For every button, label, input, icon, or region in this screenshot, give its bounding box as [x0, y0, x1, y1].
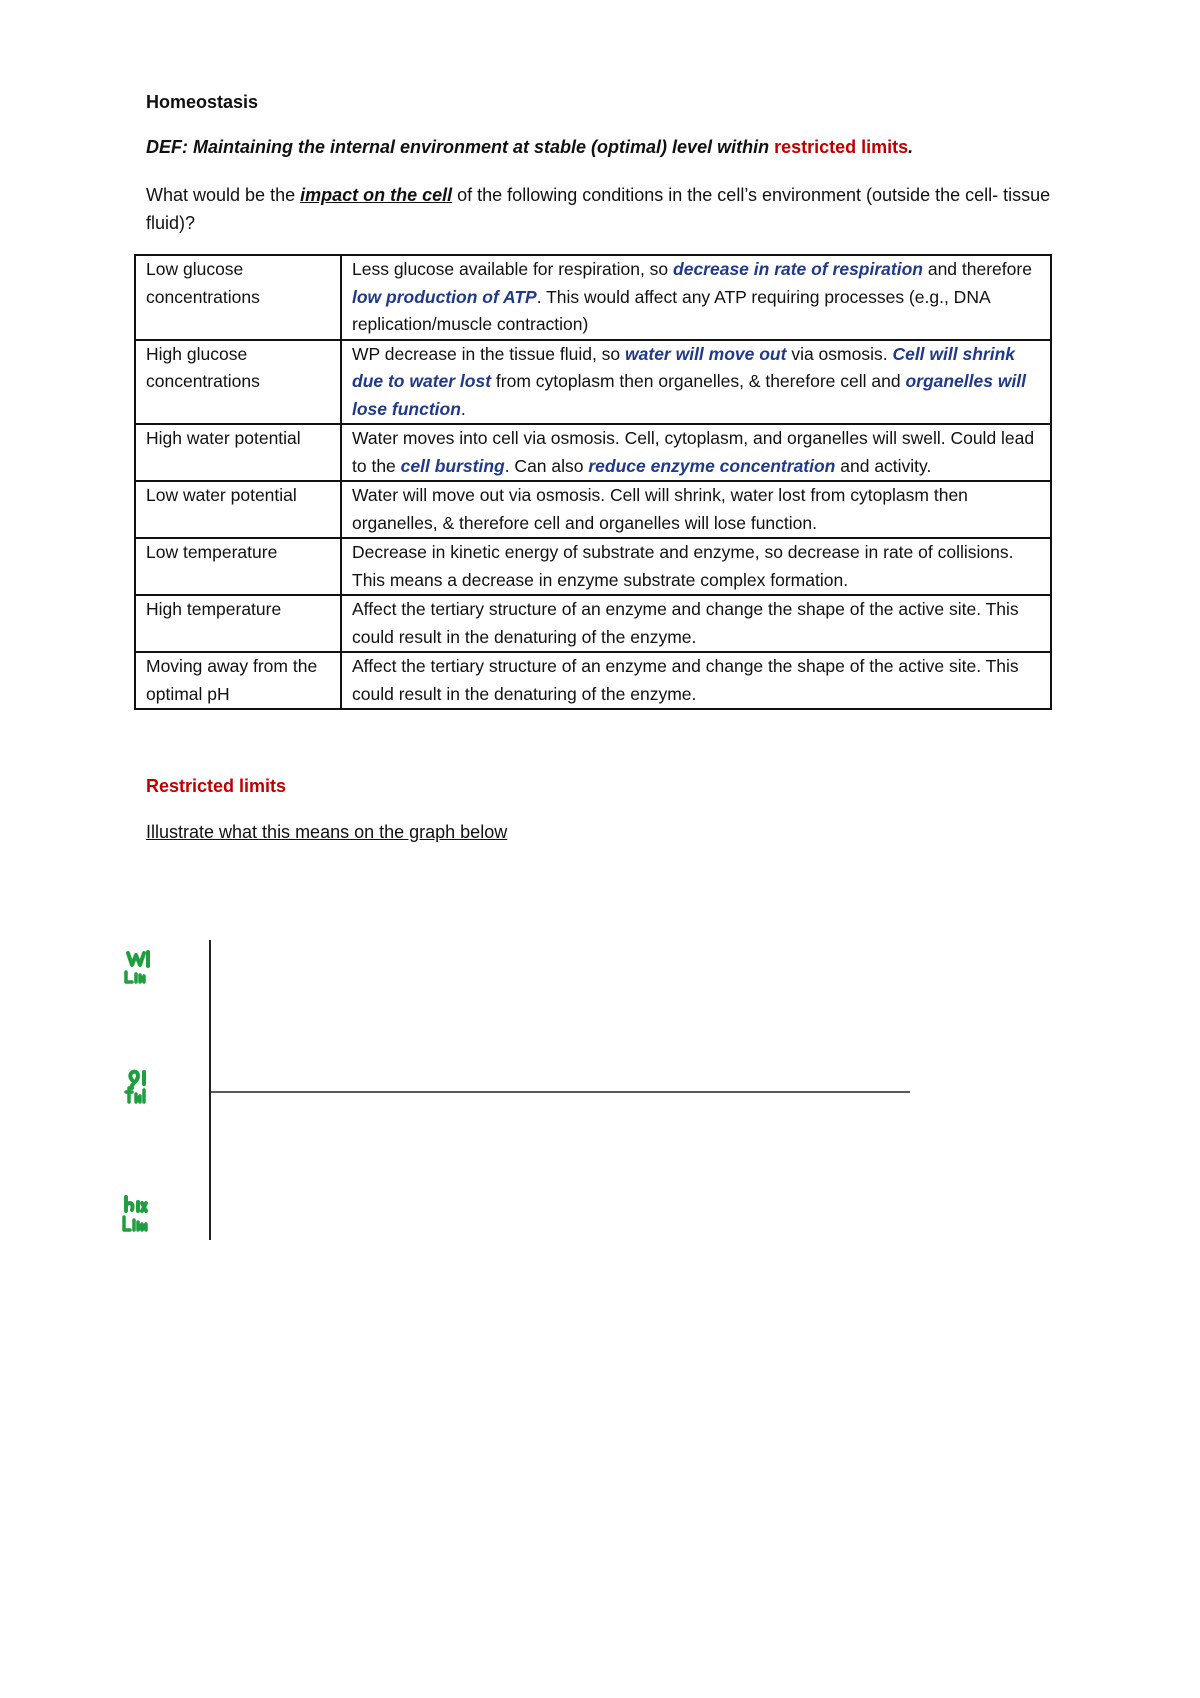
effect-cell — [341, 538, 1051, 595]
definition-line — [146, 137, 913, 158]
scribble-set-point-word1 — [130, 1072, 144, 1088]
conditions-table-body — [135, 255, 1051, 709]
effect-text: from cytoplasm then organelles, & therefore cell and — [491, 371, 906, 391]
effect-text: . This would affect any ATP requiring processes (e.g., DNA replication/muscle contraction) — [352, 286, 990, 334]
scribble-lower-limit-word1 — [126, 1197, 146, 1211]
table-row — [135, 652, 1051, 709]
effect-cell — [341, 255, 1051, 340]
scribble-upper-limit-word2 — [126, 972, 144, 982]
effect-text: Affect the tertiary structure of an enzyme and change the shape of the active site. This could result in the denaturing of the enzyme. — [352, 599, 1019, 647]
effect-cell — [341, 481, 1051, 538]
scribble-upper-limit-word1 — [128, 952, 148, 966]
table-row — [135, 538, 1051, 595]
highlighted-phrase: decrease in rate of respiration — [673, 259, 923, 279]
effect-text: WP decrease in the tissue fluid, so — [352, 343, 626, 364]
handwritten-green-scribbles — [124, 952, 148, 1230]
illustrate-instruction: Illustrate what this means on the graph below — [146, 822, 508, 842]
condition-cell: High temperature — [135, 595, 341, 652]
effect-text: via osmosis. — [786, 343, 893, 364]
effect-cell — [341, 340, 1051, 425]
highlighted-phrase: organelles will lose function — [352, 371, 1027, 419]
effect-text: Decrease in kinetic energy of substrate and enzyme, so decrease in rate of collisions. This means a decrease in enzyme substrate complex formation. — [352, 542, 1014, 590]
condition-cell: High water potential — [135, 424, 341, 481]
restricted-limits-heading: Restricted limits — [146, 776, 287, 796]
page-title: Homeostasis — [146, 92, 259, 112]
effect-text: Water moves into cell via osmosis. Cell, cytoplasm, and organelles will swell. Could lead to the — [352, 428, 1035, 476]
effect-text: Affect the tertiary structure of an enzyme and change the shape of the active site. This could result in the denaturing of the enzyme. — [352, 656, 1019, 704]
effect-text: . Can also — [504, 455, 589, 476]
highlighted-phrase: reduce enzyme concentration — [588, 455, 836, 476]
highlighted-phrase: cell bursting — [400, 455, 505, 476]
question-emphasis: impact on the cell — [300, 185, 453, 205]
conditions-table — [134, 254, 1052, 710]
effect-cell — [341, 595, 1051, 652]
condition-cell: Moving away from the optimal pH — [135, 652, 341, 709]
scribble-lower-limit-word2 — [124, 1217, 146, 1230]
table-row — [135, 424, 1051, 481]
effect-text: Less glucose available for respiration, so — [352, 259, 674, 279]
effect-cell — [341, 652, 1051, 709]
blank-graph — [110, 930, 930, 1260]
highlighted-phrase: water will move out — [625, 343, 787, 364]
definition-highlight: restricted limits — [774, 137, 909, 157]
condition-cell: Low glucose concentrations — [135, 255, 341, 340]
definition-text: DEF: Maintaining the internal environment at stable (optimal) level within — [146, 137, 775, 157]
question-before: What would be the — [146, 185, 301, 205]
question-text — [146, 181, 1076, 237]
highlighted-phrase: Cell will shrink due to water lost — [352, 343, 1015, 391]
scribble-set-point-word2 — [126, 1088, 144, 1102]
effect-text: and therefore — [922, 259, 1032, 279]
table-row — [135, 481, 1051, 538]
effect-cell — [341, 424, 1051, 481]
condition-cell: High glucose concentrations — [135, 340, 341, 425]
table-row — [135, 255, 1051, 340]
effect-text: . — [460, 398, 466, 419]
question-after: of the following conditions in the cell’s environment (outside the cell- tissue fluid)? — [146, 185, 1051, 233]
condition-cell: Low temperature — [135, 538, 341, 595]
table-row — [135, 340, 1051, 425]
table-row — [135, 595, 1051, 652]
highlighted-phrase: low production of ATP — [352, 286, 537, 307]
condition-cell: Low water potential — [135, 481, 341, 538]
effect-text: Water will move out via osmosis. Cell will shrink, water lost from cytoplasm then organelles, & therefore cell and organelles will lose function. — [352, 485, 968, 533]
definition-suffix: . — [908, 137, 914, 157]
effect-text: and activity. — [835, 455, 932, 476]
